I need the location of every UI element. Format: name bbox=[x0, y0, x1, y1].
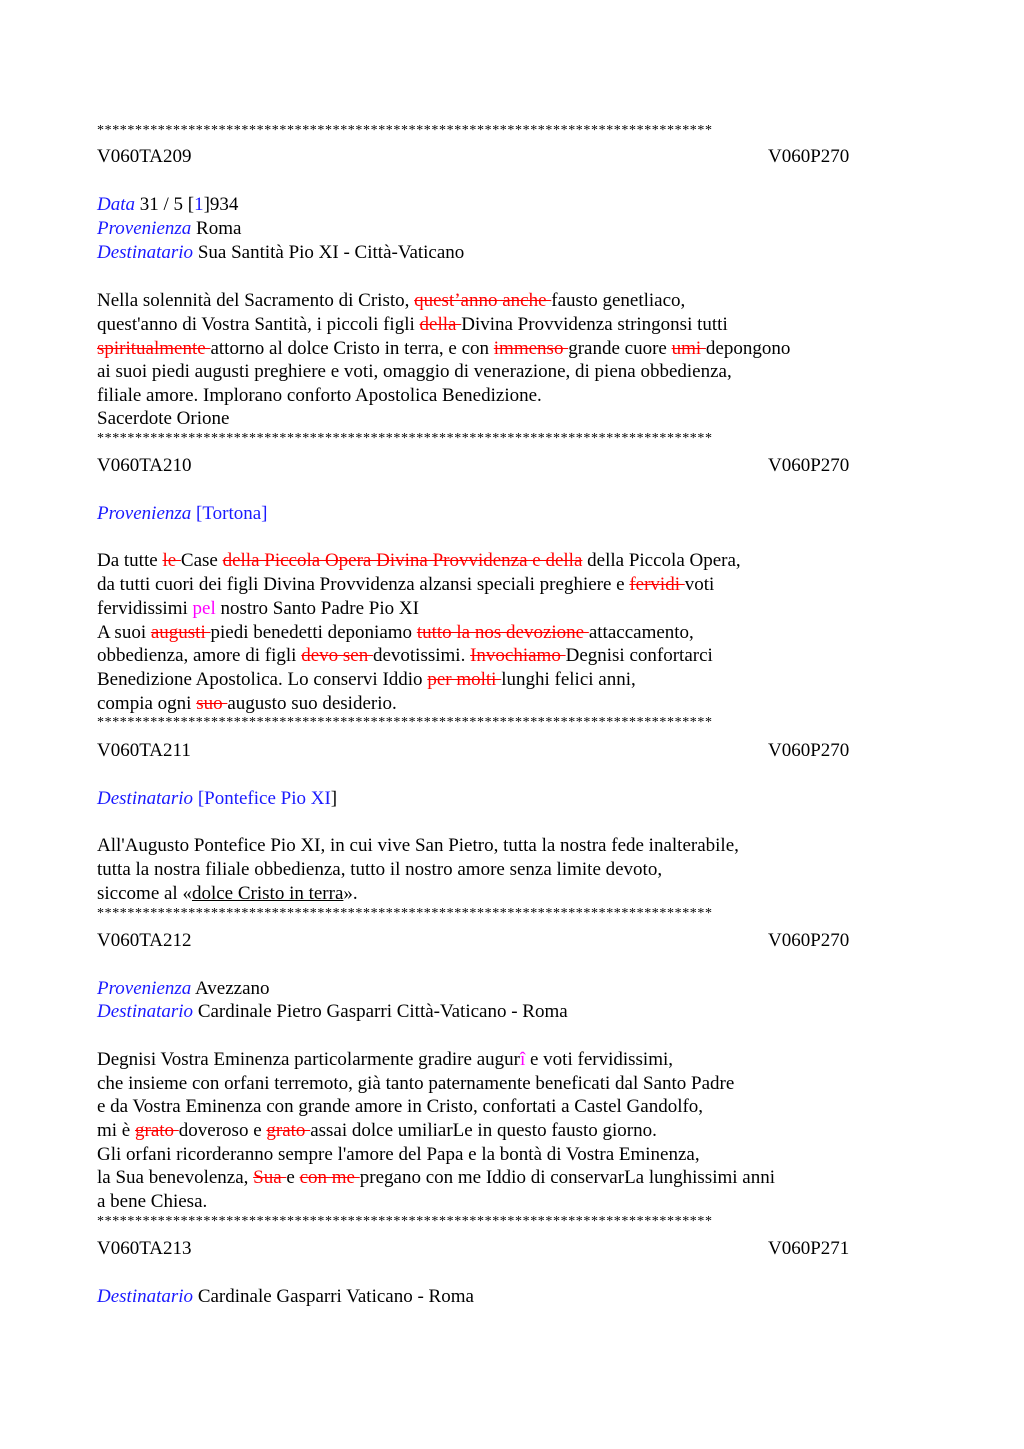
recipient-line: Destinatario Sua Santità Pio XI - Città-Vaticano bbox=[97, 242, 465, 263]
separator: ********************************************************************************* bbox=[97, 1214, 713, 1229]
text-line: tutta la nostra filiale obbedienza, tutto il nostro amore senza limite devoto, bbox=[97, 859, 663, 880]
editorial-insertion: î bbox=[519, 1049, 526, 1070]
page-ref: V060P270 bbox=[768, 455, 850, 476]
provenance-line: Provenienza Roma bbox=[97, 218, 242, 239]
text-line: compia ogni suo augusto suo desiderio. bbox=[97, 693, 397, 714]
recipient-label: Destinatario bbox=[97, 1001, 194, 1022]
deleted-text: spiritualmente bbox=[97, 338, 211, 359]
provenance-line: Provenienza Avezzano bbox=[97, 978, 270, 999]
text-line: Nella solennità del Sacramento di Cristo, quest’anno anche fausto genetliaco, bbox=[97, 290, 686, 311]
deleted-text: per molti bbox=[427, 669, 502, 690]
deleted-text: immenso bbox=[493, 338, 569, 359]
text-line: spiritualmente attorno al dolce Cristo in terra, e con immenso grande cuore umi depongono bbox=[97, 338, 791, 359]
editorial-insertion: [Pontefice Pio XI bbox=[197, 788, 331, 809]
text-line: Degnisi Vostra Eminenza particolarmente gradire augurî e voti fervidissimi, bbox=[97, 1049, 674, 1070]
entry-id: V060TA212 bbox=[97, 930, 192, 951]
deleted-text: tutto la nos devozione bbox=[416, 622, 589, 643]
text-line: a bene Chiesa. bbox=[97, 1191, 208, 1212]
text-line: che insieme con orfani terremoto, già tanto paternamente beneficati dal Santo Padre bbox=[97, 1073, 735, 1094]
deleted-text: devo sen bbox=[301, 645, 373, 666]
text-line: Benedizione Apostolica. Lo conservi Iddio per molti lunghi felici anni, bbox=[97, 669, 636, 690]
recipient-line: Destinatario Cardinale Pietro Gasparri Città-Vaticano - Roma bbox=[97, 1001, 568, 1022]
editorial-insertion: 1 bbox=[194, 194, 204, 215]
separator: ********************************************************************************* bbox=[97, 906, 713, 921]
text-line: ai suoi piedi augusti preghiere e voti, omaggio di venerazione, di piena obbedienza, bbox=[97, 361, 732, 382]
page-ref: V060P271 bbox=[768, 1238, 850, 1259]
page-ref: V060P270 bbox=[768, 146, 850, 167]
date-line: Data 31 / 5 [1]934 bbox=[97, 194, 239, 215]
text-line: e da Vostra Eminenza con grande amore in Cristo, confortati a Castel Gandolfo, bbox=[97, 1096, 704, 1117]
signature-line: Sacerdote Orione bbox=[97, 408, 230, 429]
recipient-line: Destinatario Cardinale Gasparri Vaticano - Roma bbox=[97, 1286, 474, 1307]
separator: ********************************************************************************* bbox=[97, 431, 713, 446]
deleted-text: fervidi bbox=[629, 574, 685, 595]
deleted-text: le bbox=[162, 550, 181, 571]
deleted-text: umi bbox=[671, 338, 706, 359]
text-line: Gli orfani ricorderanno sempre l'amore del Papa e la bontà di Vostra Eminenza, bbox=[97, 1144, 700, 1165]
separator: ********************************************************************************* bbox=[97, 123, 713, 138]
provenance-line bbox=[97, 503, 268, 525]
recipient-label: Destinatario bbox=[97, 242, 194, 263]
text-line: fervidissimi pel nostro Santo Padre Pio XI bbox=[97, 598, 419, 619]
editorial-insertion: [Tortona] bbox=[196, 503, 268, 524]
deleted-text: della Piccola Opera Divina Provvidenza e della bbox=[222, 550, 583, 571]
date-label: Data bbox=[97, 194, 135, 215]
entry-id: V060TA213 bbox=[97, 1238, 192, 1259]
deleted-text: augusti bbox=[150, 622, 211, 643]
recipient-label: Destinatario bbox=[97, 1286, 194, 1307]
recipient-label: Destinatario bbox=[97, 788, 194, 809]
text-line: la Sua benevolenza, Sua e con me pregano con me Iddio di conservarLa lunghissimi anni bbox=[97, 1167, 776, 1188]
provenance-label: Provenienza bbox=[97, 978, 192, 999]
text-line: da tutti cuori dei figli Divina Provvidenza alzansi speciali preghiere e fervidi voti bbox=[97, 574, 715, 595]
entry-id: V060TA211 bbox=[97, 740, 191, 761]
text-line: quest'anno di Vostra Santità, i piccoli figli della Divina Provvidenza stringonsi tutti bbox=[97, 314, 728, 335]
deleted-text: quest’anno anche bbox=[414, 290, 552, 311]
text-line: All'Augusto Pontefice Pio XI, in cui vive San Pietro, tutta la nostra fede inalterabile, bbox=[97, 835, 739, 856]
deleted-text: con me bbox=[299, 1167, 360, 1188]
deleted-text: grato bbox=[266, 1120, 311, 1141]
editorial-insertion: pel bbox=[192, 598, 216, 619]
underlined-text: dolce Cristo in terra bbox=[191, 883, 344, 904]
page-ref: V060P270 bbox=[768, 740, 850, 761]
text-line: obbedienza, amore di figli devo sen devotissimi. Invochiamo Degnisi confortarci bbox=[97, 645, 713, 666]
text-line: A suoi augusti piedi benedetti deponiamo tutto la nos devozione attaccamento, bbox=[97, 622, 694, 643]
provenance-label: Provenienza bbox=[97, 503, 192, 524]
text-line: filiale amore. Implorano conforto Apostolica Benedizione. bbox=[97, 385, 542, 406]
recipient-line: Destinatario [Pontefice Pio XI] bbox=[97, 788, 338, 809]
deleted-text: suo bbox=[196, 693, 228, 714]
provenance-label: Provenienza bbox=[97, 218, 192, 239]
separator: ********************************************************************************* bbox=[97, 715, 713, 730]
entry-id: V060TA210 bbox=[97, 455, 192, 476]
text-line: siccome al «dolce Cristo in terra». bbox=[97, 883, 358, 904]
page-ref: V060P270 bbox=[768, 930, 850, 951]
deleted-text: della bbox=[419, 314, 462, 335]
entry-id: V060TA209 bbox=[97, 146, 192, 167]
text-line: Da tutte le Case della Piccola Opera Divina Provvidenza e della della Piccola Opera, bbox=[97, 550, 741, 571]
deleted-text: Invochiamo bbox=[470, 645, 566, 666]
deleted-text: grato bbox=[135, 1120, 179, 1141]
text-line: mi è grato doveroso e grato assai dolce umiliarLe in questo fausto giorno. bbox=[97, 1120, 657, 1141]
deleted-text: Sua bbox=[253, 1167, 287, 1188]
